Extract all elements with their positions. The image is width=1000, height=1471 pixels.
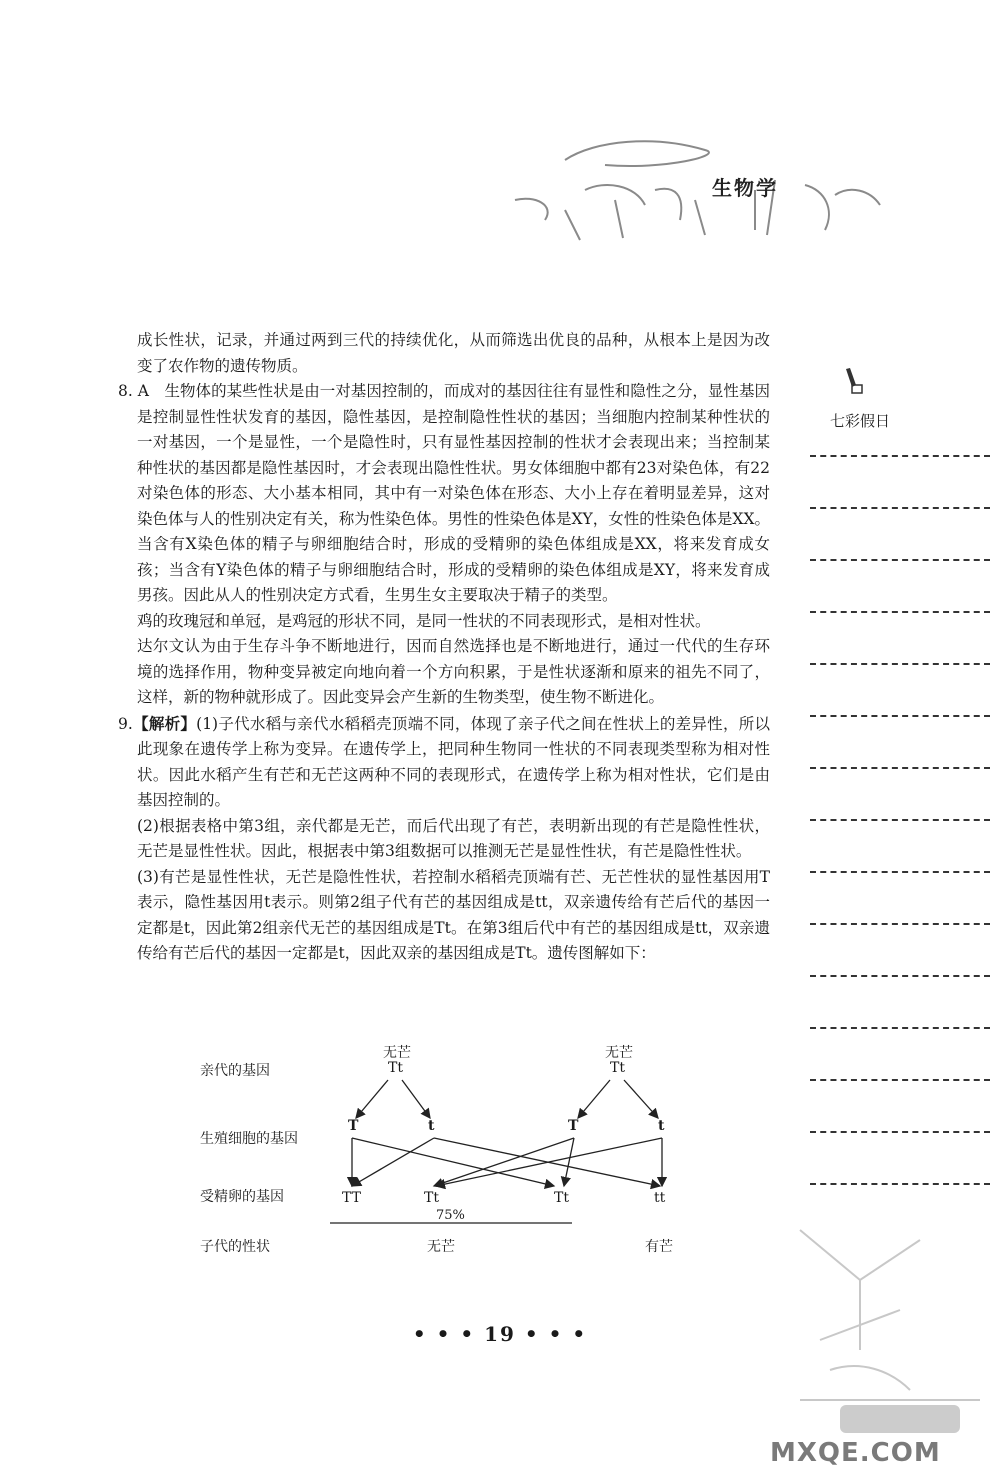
- row-label-parent: 亲代的基因: [200, 1063, 270, 1079]
- note-line: [810, 819, 990, 821]
- note-line: [810, 715, 990, 717]
- row-label-offspring: 子代的性状: [200, 1239, 270, 1255]
- cross-arrows: [190, 1040, 710, 1270]
- note-line: [810, 923, 990, 925]
- zygote-4: tt: [654, 1190, 666, 1206]
- parent-right-genotype: Tt: [610, 1060, 625, 1076]
- offspring-right-trait: 有芒: [645, 1239, 673, 1255]
- note-line: [810, 1183, 990, 1185]
- note-line: [810, 767, 990, 769]
- row-label-gamete: 生殖细胞的基因: [200, 1131, 298, 1147]
- paragraph-continuation: 成长性状，记录，并通过两到三代的持续优化，从而筛选出优良的品种，从根本上是因为改变了农作物的遗传物质。: [137, 331, 770, 375]
- q9-part1: (1)子代水稻与亲代水稻稻壳顶端不同，体现了亲子代之间在性状上的差异性，所以此现象在遗传学上称为变异。在遗传学上，把同种生物同一性状的不同表现类型称为相对性状。因此水稻产生有芒和无芒这两种不同的表现形式，在遗传学上称为相对性状，它们是由基因控制的。: [137, 714, 770, 809]
- page-number: • • • 19 • • •: [412, 1322, 588, 1346]
- subject-title: 生物学: [712, 176, 778, 200]
- watermark-decoration: [780, 1200, 1000, 1471]
- offspring-left-trait: 无芒: [427, 1239, 455, 1255]
- note-line: [810, 559, 990, 561]
- row-label-zygote: 受精卵的基因: [200, 1189, 284, 1205]
- gamete-3: T: [568, 1118, 579, 1134]
- gamete-4: t: [658, 1118, 665, 1134]
- pen-icon: [842, 367, 864, 395]
- note-line: [810, 455, 990, 457]
- paragraph-darwin: 达尔文认为由于生存斗争不断地进行，因而自然选择也是不断地进行，通过一代代的生存环境的选择作用，物种变异被定向地向着一个方向积累，于是性状逐渐和原来的祖先不同了，这样，新的物种就形成了。因此变异会产生新的生物类型，使生物不断进化。: [137, 637, 770, 706]
- gamete-2: t: [428, 1118, 435, 1134]
- paragraph-q9: [100, 711, 770, 814]
- parent-right-trait: 无芒: [605, 1045, 633, 1061]
- notes-title: 七彩假日: [830, 412, 891, 430]
- paragraph-q9-part2: (2)根据表格中第3组，亲代都是无芒，而后代出现了有芒，表明新出现的有芒是隐性性状，无芒是显性性状。因此，根据表中第3组数据可以推测无芒是显性性状，有芒是隐性性状。: [137, 816, 770, 860]
- genetic-diagram: [190, 1040, 710, 1270]
- note-line: [810, 611, 990, 613]
- parent-left-genotype: Tt: [388, 1060, 403, 1076]
- header-decoration: [505, 130, 885, 250]
- gamete-1: T: [348, 1118, 359, 1134]
- paragraph-q9-part3: (3)有芒是显性性状，无芒是隐性性状，若控制水稻稻壳顶端有芒、无芒性状的显性基因用T表示，隐性基因用t表示。则第2组子代有芒的基因组成是tt，双亲遗传给有芒后代的基因一定都是t，因此第2组亲代无芒的基因组成是Tt。在第3组后代中有芒的基因组成是tt，双亲遗传给有芒后代的基因一定都是t，因此双亲的基因组成是Tt。遗传图解如下：: [137, 867, 770, 962]
- paragraph-q8: 8. A 生物体的某些性状是由一对基因控制的，而成对的基因往往有显性和隐性之分，显性基因是控制显性性状发育的基因，隐性基因，是控制隐性性状的基因；当细胞内控制某种性状的一对基因，一个是显性，一个是隐性时，只有显性基因控制的性状才会表现出来；当控制某种性状的基因都是隐性基因时，才会表现出隐性性状。男女体细胞中都有23对染色体，有22对染色体的形态、大小基本相同，其中有一对染色体在形态、大小上存在着明显差异，这对染色体与人的性别决定有关，称为性染色体。男性的性染色体是XY，女性的性染色体是XX。当含有X染色体的精子与卵细胞结合时，形成的受精卵的染色体组成是XX，将来发育成女孩；当含有Y染色体的精子与卵细胞结合时，形成的受精卵的染色体组成是XY，将来发育成男孩。因此从人的性别决定方式看，生男生女主要取决于精子的类型。: [118, 382, 770, 604]
- answer-text: [100, 328, 770, 967]
- note-line: [810, 1131, 990, 1133]
- zygote-2: Tt: [424, 1190, 439, 1206]
- watermark-text: MXQE.COM: [770, 1438, 941, 1468]
- paragraph-chicken-comb: 鸡的玫瑰冠和单冠，是鸡冠的形状不同，是同一性状的不同表现形式，是相对性状。: [137, 611, 711, 630]
- question-number: 9.: [118, 714, 133, 733]
- note-line: [810, 663, 990, 665]
- parent-left-trait: 无芒: [383, 1045, 411, 1061]
- note-line: [810, 507, 990, 509]
- analysis-tag: 【解析】: [132, 713, 197, 733]
- percent-label: 75%: [436, 1208, 465, 1223]
- zygote-3: Tt: [554, 1190, 569, 1206]
- note-line: [810, 1079, 990, 1081]
- note-line: [810, 975, 990, 977]
- note-line: [810, 1027, 990, 1029]
- zygote-1: TT: [342, 1190, 361, 1206]
- note-line: [810, 871, 990, 873]
